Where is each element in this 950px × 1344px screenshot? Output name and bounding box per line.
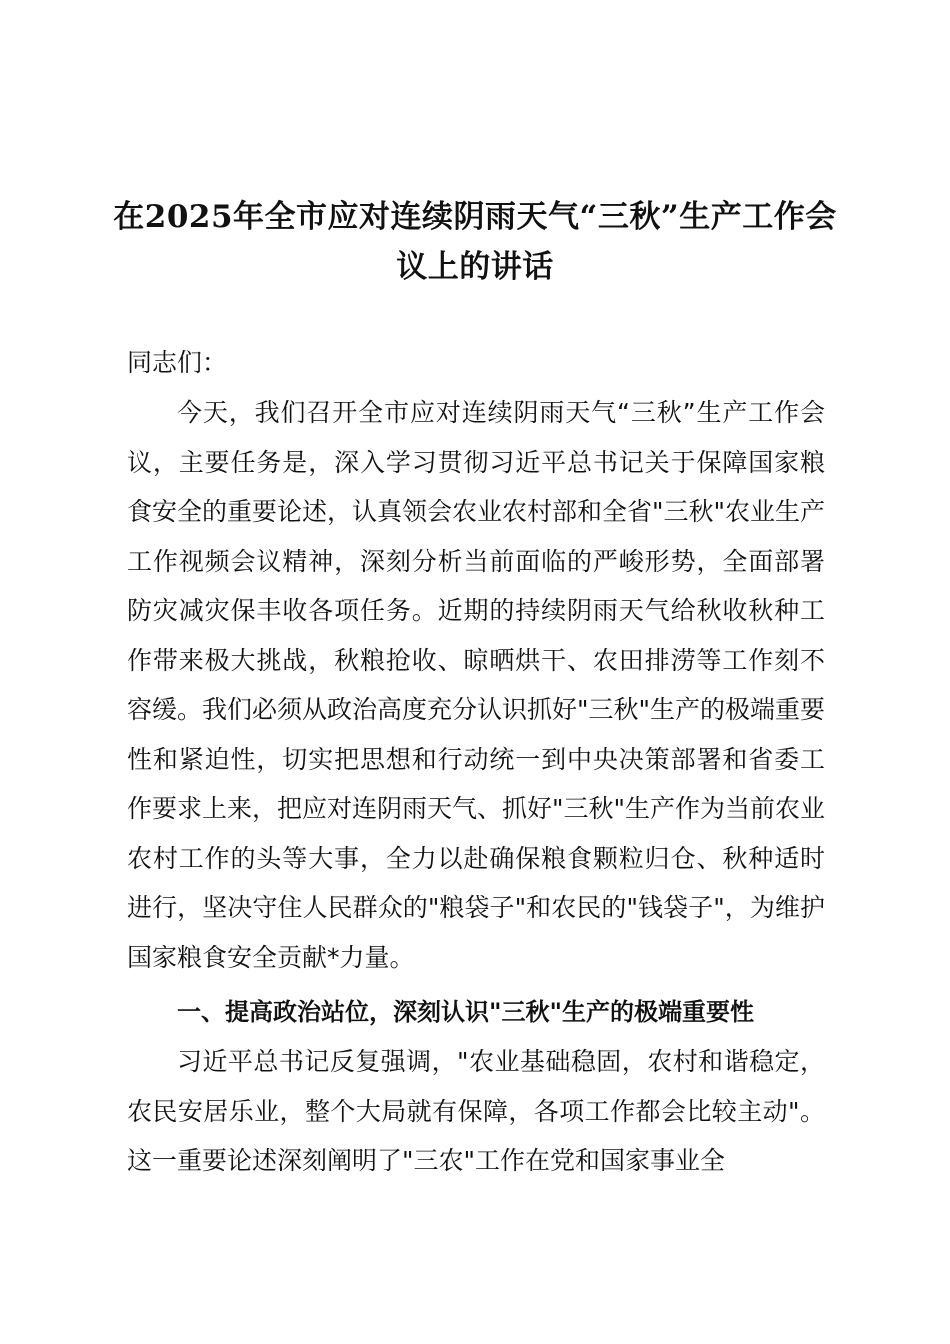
paragraph-intro: 今天，我们召开全市应对连续阴雨天气“三秋”生产工作会议，主要任务是，深入学习贯彻习近平总书记关于保障国家粮食安全的重要论述，认真领会农业农村部和全省"三秋"农业生产工作视频会议精神，深刻分析当前面临的严峻形势，全面部署防灾减灾保丰收各项任务。近期的持续阴雨天气给秋收秋种工作带来极大挑战，秋粮抢收、晾晒烘干、农田排涝等工作刻不容缓。我们必须从政治高度充分认识抓好"三秋"生产的极端重要性和紧迫性，切实把思想和行动统一到中央决策部署和省委工作要求上来，把应对连阴雨天气、抓好"三秋"生产作为当前农业农村工作的头等大事，全力以赴确保粮食颗粒归仓、秋种适时进行，坚决守住人民群众的"粮袋子"和农民的"钱袋子"，为维护国家粮食安全贡献*力量。 (127, 398, 826, 972)
document-title: 在2025年全市应对连续阴雨天气“三秋”生产工作会议上的讲话 (113, 199, 837, 285)
salutation: 同志们： (127, 348, 228, 377)
section-heading: 一、提高政治站位，深刻认识"三秋"生产的极端重要性 (177, 998, 755, 1026)
paragraph-section-1: 习近平总书记反复强调，"农业基础稳固，农村和谐稳定，农民安居乐业，整个大局就有保障，各项工作都会比较主动"。这一重要论述深刻阐明了"三农"工作在党和国家事业全 (127, 1047, 825, 1175)
